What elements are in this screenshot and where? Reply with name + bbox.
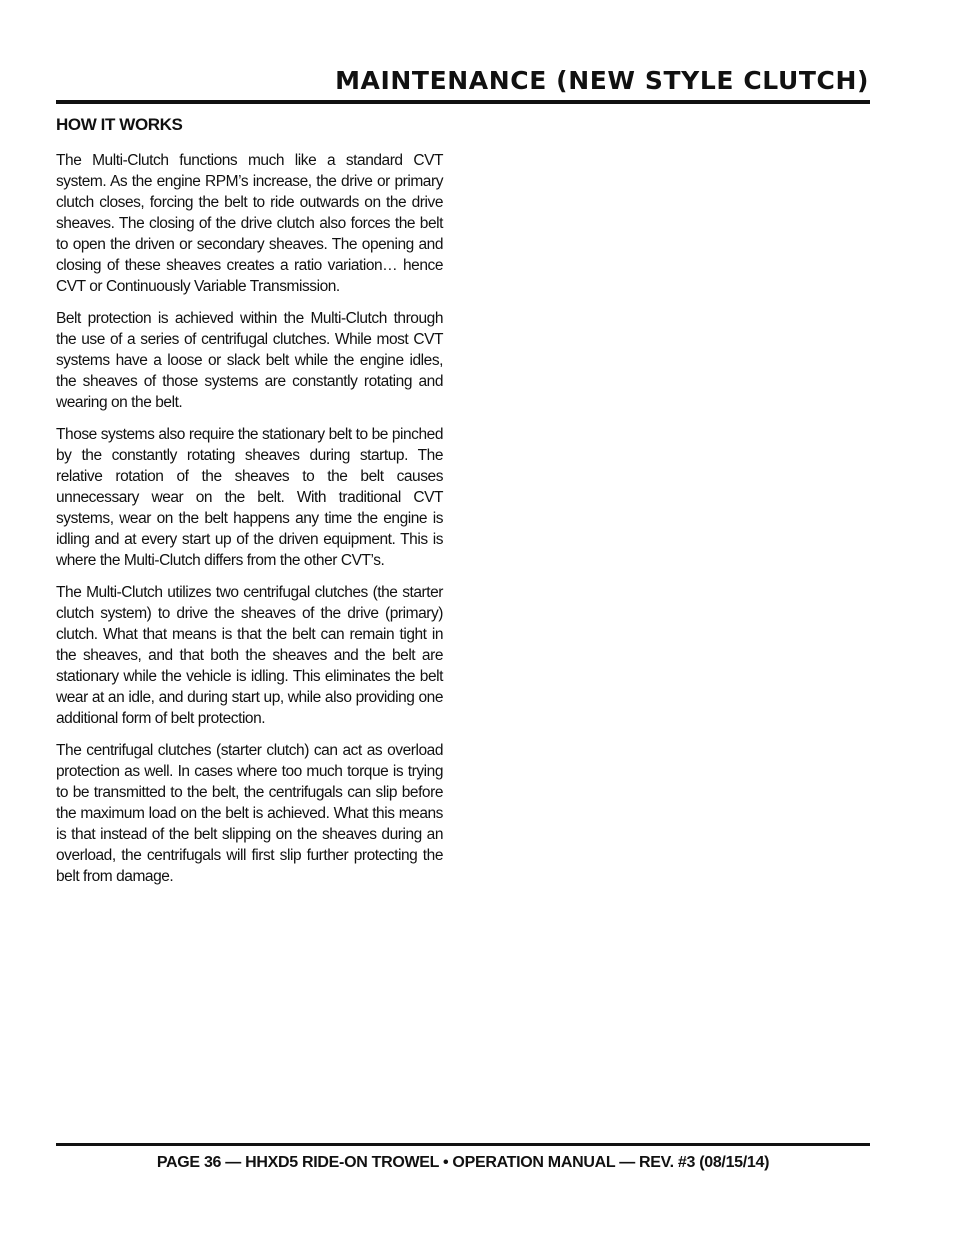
paragraph-belt-protection: Belt protection is achieved within the Multi-Clutch through the use of a series of centrifugal clutches. While most CVT systems have a loose or slack belt while the engine idles, the sheaves of those systems are constantly rotating and wearing on the belt. xyxy=(56,310,443,411)
paragraph-starter-clutch: The Multi-Clutch utilizes two centrifugal clutches (the starter clutch system) to drive the sheaves of the drive (primary) clutch. What that means is that the belt can remain tight in the sheaves, and that both the sheaves and the belt are stationary while the vehicle is idling. This eliminates the belt wear at an idle, and during start up, while also providing one additional form of belt protection. xyxy=(56,584,443,727)
footer-divider xyxy=(56,1143,870,1146)
body-column xyxy=(56,150,443,898)
page-footer: PAGE 36 — HHXD5 RIDE-ON TROWEL • OPERATION MANUAL — REV. #3 (08/15/14) xyxy=(156,1154,770,1171)
page-title: MAINTENANCE (NEW STYLE CLUTCH) xyxy=(335,66,869,95)
paragraph-startup-wear: Those systems also require the stationary belt to be pinched by the constantly rotating sheaves during startup. The relative rotation of the sheaves to the belt causes unnecessary wear on the belt. With traditional CVT systems, wear on the belt happens any time the engine is idling and at every start up of the driven equipment. This is where the Multi-Clutch differs from the other CVT’s. xyxy=(56,426,443,569)
paragraph-cvt-overview: The Multi-Clutch functions much like a standard CVT system. As the engine RPM’s increase, the drive or primary clutch closes, forcing the belt to ride outwards on the drive sheaves. The closing of the drive clutch also forces the belt to open the driven or secondary sheaves. The opening and closing of these sheaves creates a ratio variation… hence CVT or Continuously Variable Transmission. xyxy=(56,152,443,295)
section-heading: HOW IT WORKS xyxy=(56,115,183,134)
paragraph-overload-protection: The centrifugal clutches (starter clutch) can act as overload protection as well. In cases where too much torque is trying to be transmitted to the belt, the centrifugals can slip before the maximum load on the belt is achieved. What this means is that instead of the belt slipping on the sheaves during an overload, the centrifugals will first slip further protecting the belt from damage. xyxy=(56,742,443,885)
header-divider xyxy=(56,100,870,104)
